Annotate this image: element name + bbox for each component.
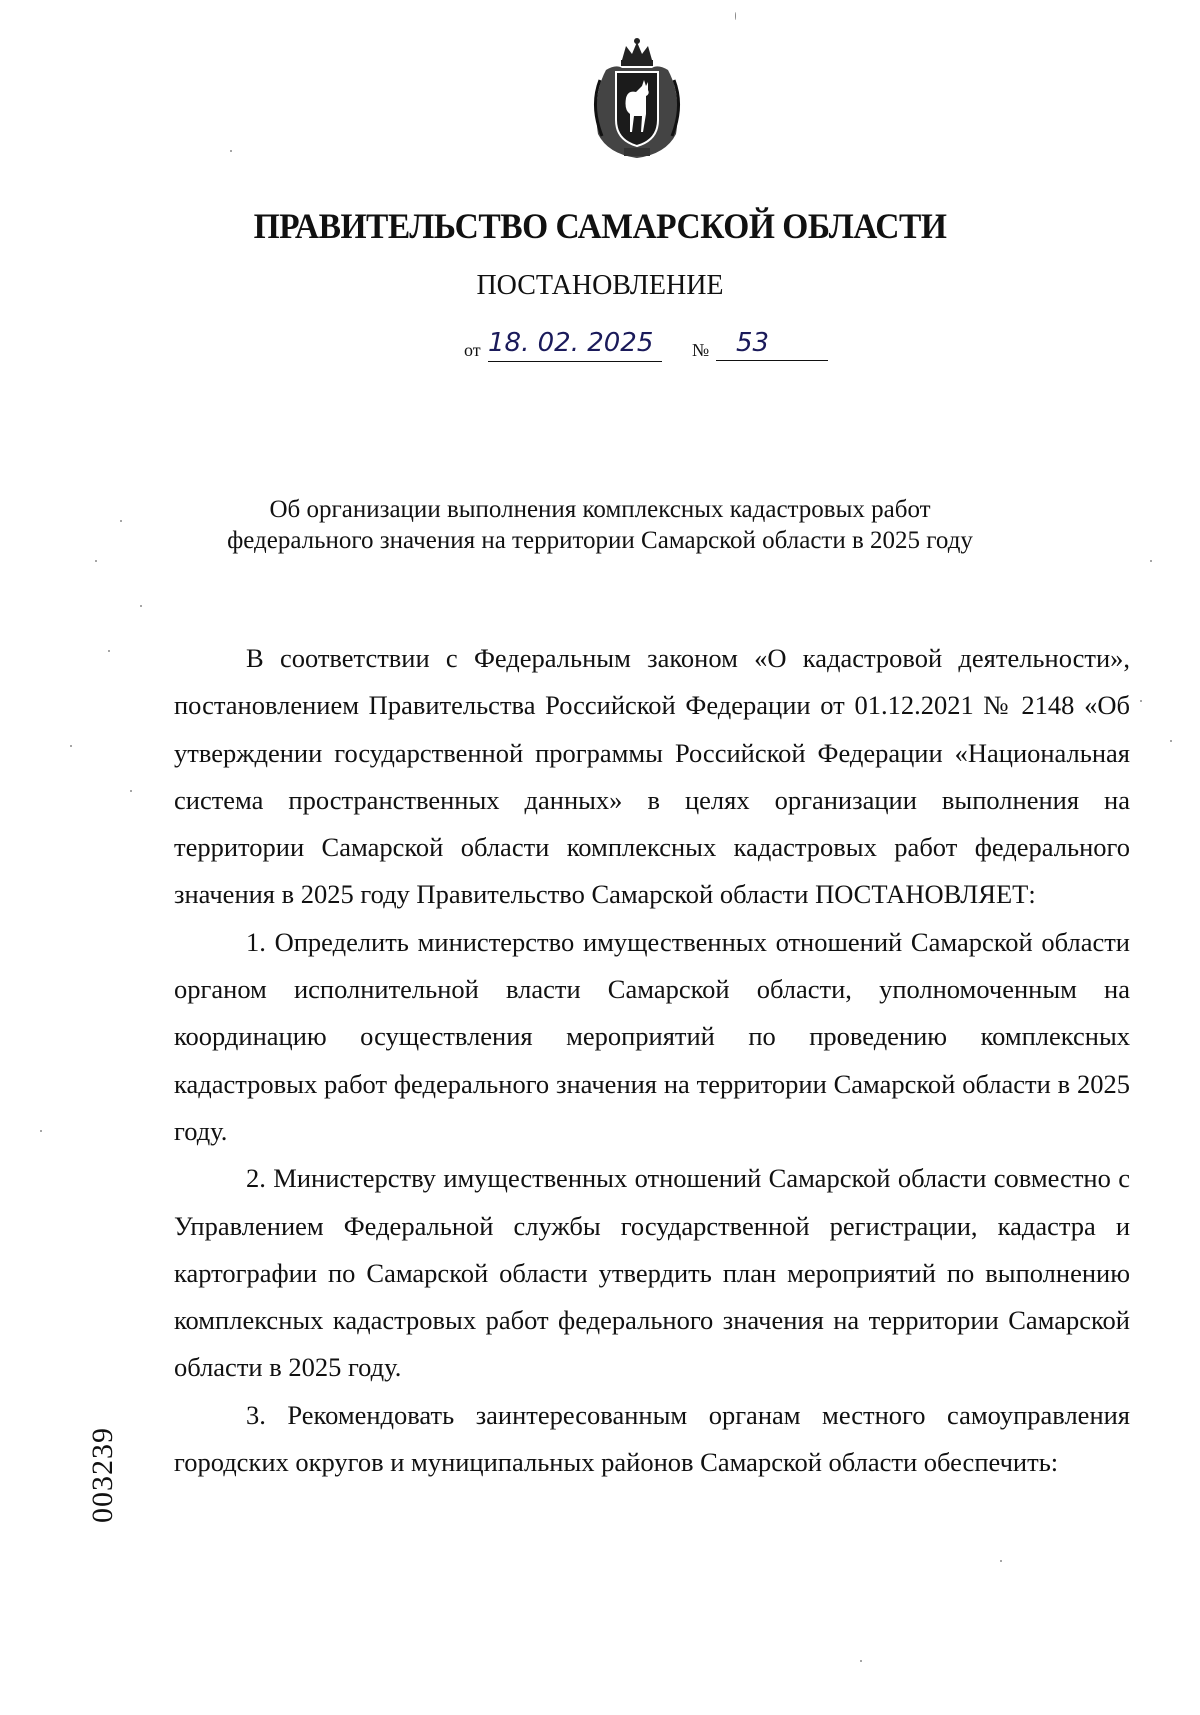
scan-speck	[108, 650, 110, 652]
scan-speck	[95, 560, 97, 562]
date-number-line	[464, 328, 864, 362]
scan-speck	[140, 605, 142, 607]
document-subject	[0, 494, 1200, 556]
document-body	[174, 635, 1130, 1486]
date-label: от	[464, 340, 481, 360]
scan-speck	[1000, 1560, 1002, 1562]
preamble-paragraph: В соответствии с Федеральным законом «О кадастровой деятельности», постановлением Правительства Российской Федерации от 01.12.2021 № 2148 «Об утверждении государственной программы Российской Федерации «Национальная система пространственных данных» в целях организации выполнения на территории Самарской области комплексных кадастровых работ федерального значения в 2025 году Правительство Самарской области ПОСТАНОВЛЯЕТ:	[174, 643, 1130, 910]
scan-speck	[230, 150, 232, 152]
document-type: ПОСТАНОВЛЕНИЕ	[476, 270, 724, 301]
number-label: №	[692, 340, 710, 360]
scan-speck	[1150, 560, 1152, 562]
margin-serial-number: 003239	[86, 1427, 119, 1523]
scan-speck	[735, 12, 736, 20]
scan-speck	[130, 790, 132, 792]
scan-speck	[1170, 740, 1172, 742]
samara-coat-of-arms-icon	[588, 36, 686, 160]
scan-speck	[70, 745, 72, 747]
item-1-paragraph: 1. Определить министерство имущественных отношений Самарской области органом исполнительной власти Самарской области, уполномоченным на координацию осуществления мероприятий по проведению комплексных кадастровых работ федерального значения на территории Самарской области в 2025 году.	[174, 926, 1130, 1146]
handwritten-date: 18. 02. 2025	[488, 328, 662, 362]
subject-line-2: федерального значения на территории Самарской области в 2025 году	[227, 527, 973, 554]
item-3-paragraph: 3. Рекомендовать заинтересованным органам местного самоуправления городских округов и муниципальных районов Самарской области обеспечить:	[174, 1399, 1130, 1478]
handwritten-number: 53	[716, 328, 828, 361]
scan-speck	[860, 1660, 862, 1662]
scan-speck	[1140, 700, 1142, 702]
subject-line-1: Об организации выполнения комплексных кадастровых работ	[269, 496, 931, 523]
scan-speck	[40, 1130, 42, 1132]
government-title: ПРАВИТЕЛЬСТВО САМАРСКОЙ ОБЛАСТИ	[253, 206, 947, 246]
item-2-paragraph: 2. Министерству имущественных отношений Самарской области совместно с Управлением Федеральной службы государственной регистрации, кадастра и картографии по Самарской области утвердить план мероприятий по выполнению комплексных кадастровых работ федерального значения на территории Самарской области в 2025 году.	[174, 1163, 1130, 1383]
